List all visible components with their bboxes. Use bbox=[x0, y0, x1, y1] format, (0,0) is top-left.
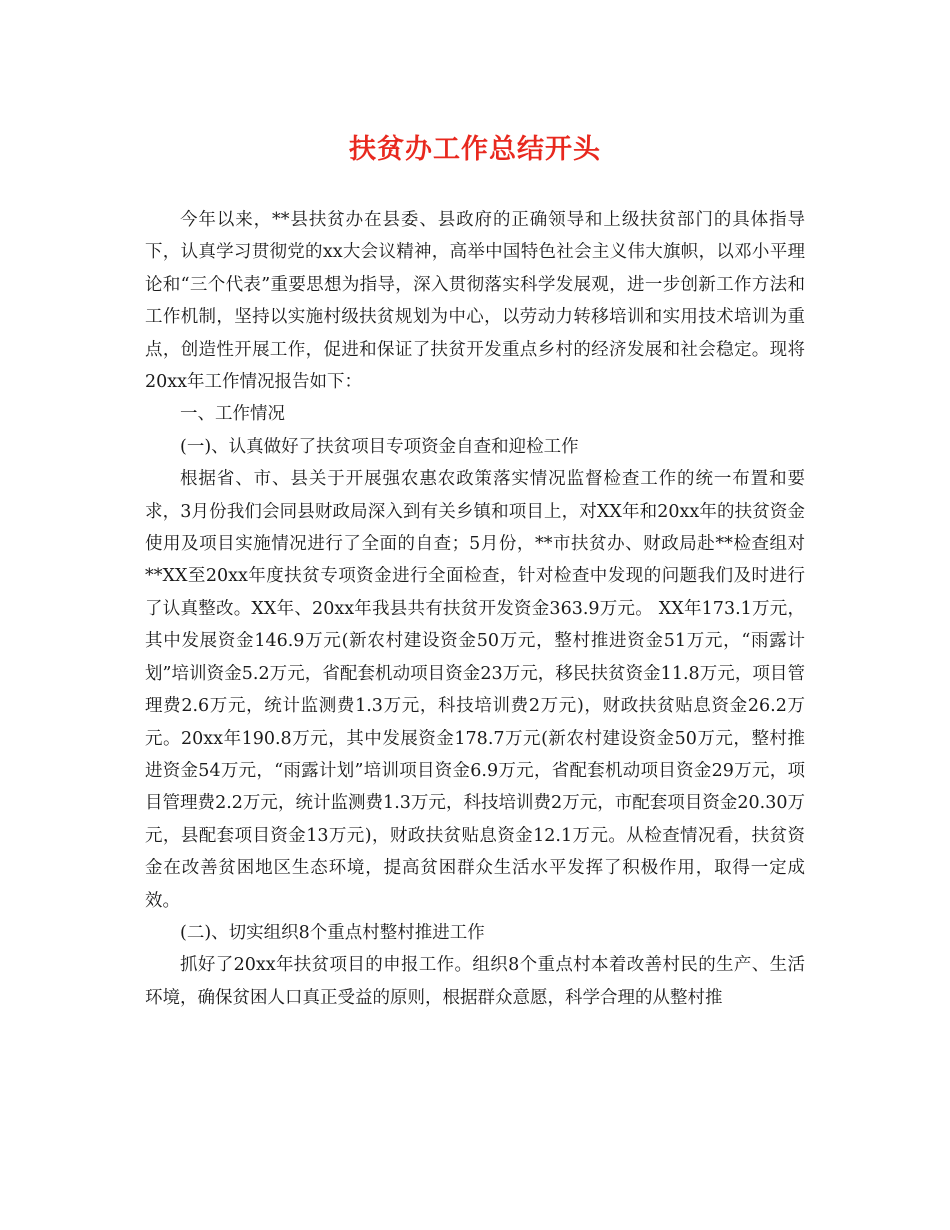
subsection-heading-2: (二)、切实组织8个重点村整村推进工作 bbox=[180, 922, 485, 943]
section-heading-work-status: 一、工作情况 bbox=[180, 404, 285, 425]
document-body bbox=[145, 204, 805, 1014]
paragraph-project-application: 抓好了20xx年扶贫项目的申报工作。组织8个重点村本着改善村民的生产、生活环境，确保贫困人口真正受益的原则，根据群众意愿，科学合理的从整村推 bbox=[145, 955, 805, 1008]
paragraph-fund-inspection: 根据省、市、县关于开展强农惠农政策落实情况监督检查工作的统一布置和要求，3月份我们会同县财政局深入到有关乡镇和项目上，对XX年和20xx年的扶贫资金使用及项目实施情况进行了全面的自查；5月份，**市扶贫办、财政局赴**检查组对**XX至20xx年度扶贫专项资金进行全面检查，针对检查中发现的问题我们及时进行了认真整改。XX年、20xx年我县共有扶贫开发资金363.9万元。 XX年173.1万元，其中发展资金146.9万元(新农村建设资金50万元，整村推进资金51万元，“雨露计划”培训资金5.2万元，省配套机动项目资金23万元，移民扶贫资金11.8万元，项目管理费2.6万元，统计监测费1.3万元，科技培训费2万元)，财政扶贫贴息资金26.2万元。20xx年190.8万元，其中发展资金178.7万元(新农村建设资金50万元，整村推进资金54万元，“雨露计划”培训项目资金6.9万元，省配套机动项目资金29万元，项目管理费2.2万元，统计监测费1.3万元，科技培训费2万元，市配套项目资金20.30万元，县配套项目资金13万元)，财政扶贫贴息资金12.1万元。从检查情况看，扶贫资金在改善贫困地区生态环境，提高贫困群众生活水平发挥了积极作用，取得一定成效。 bbox=[145, 469, 805, 911]
document-title: 扶贫办工作总结开头 bbox=[349, 134, 601, 165]
paragraph-intro: 今年以来，**县扶贫办在县委、县政府的正确领导和上级扶贫部门的具体指导下，认真学习贯彻党的xx大会议精神，高举中国特色社会主义伟大旗帜，以邓小平理论和“三个代表”重要思想为指导，深入贯彻落实科学发展观，进一步创新工作方法和工作机制，坚持以实施村级扶贫规划为中心，以劳动力转移培训和实用技术培训为重点，创造性开展工作，促进和保证了扶贫开发重点乡村的经济发展和社会稳定。现将20xx年工作情况报告如下： bbox=[145, 210, 805, 393]
subsection-heading-1: (一)、认真做好了扶贫项目专项资金自查和迎检工作 bbox=[180, 436, 579, 457]
